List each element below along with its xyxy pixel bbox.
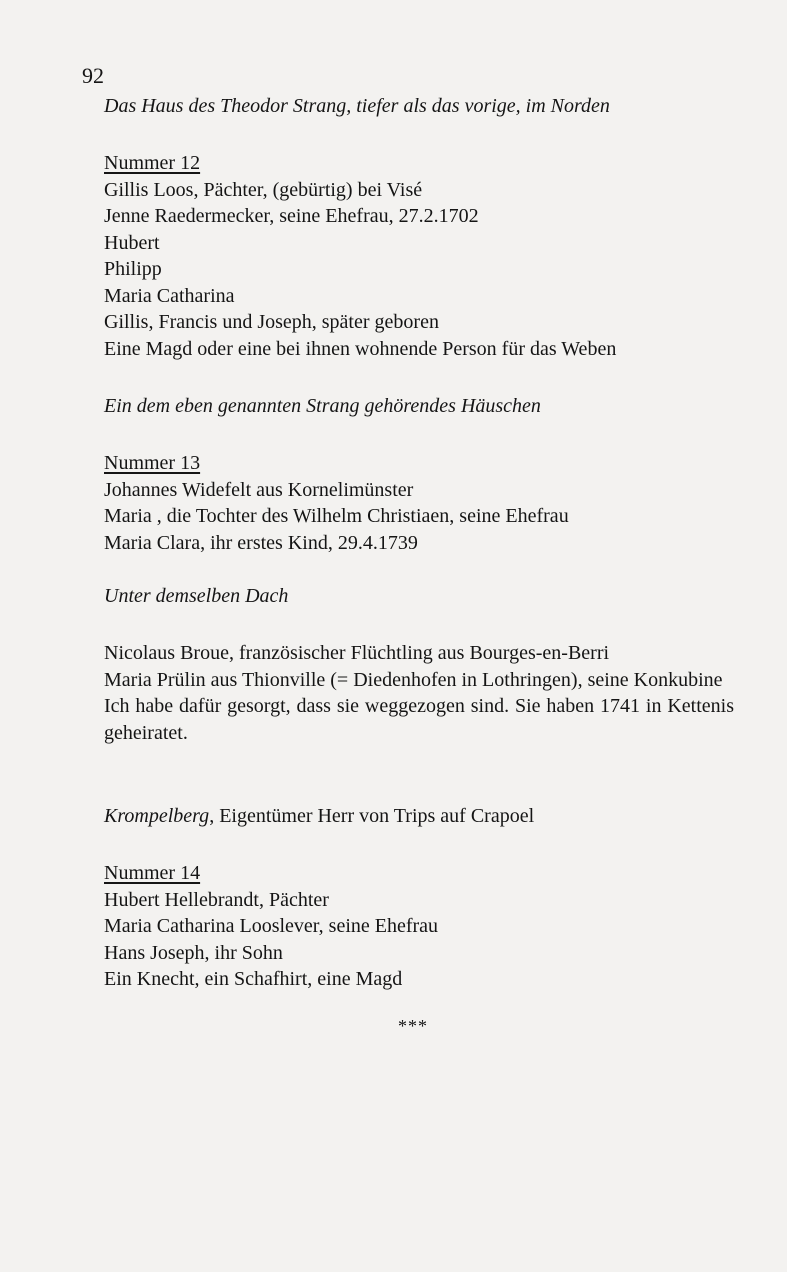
section-krompelberg <box>104 803 734 830</box>
entry-line: Maria Clara, ihr erstes Kind, 29.4.1739 <box>104 531 418 554</box>
entry-paragraph: Ich habe dafür gesorgt, dass sie weggezogen sind. Sie haben 1741 in Kettenis geheiratet. <box>104 695 734 744</box>
entry-line: Nicolaus Broue, französischer Flüchtling aus Bourges-en-Berri <box>104 642 610 664</box>
entry-line: Maria Catharina Looslever, seine Ehefrau <box>104 915 439 937</box>
section-heading-haeuschen <box>104 393 734 420</box>
entry-nummer-12 <box>104 150 734 362</box>
entry-line: Maria , die Tochter des Wilhelm Christiaen, seine Ehefrau <box>104 505 569 527</box>
krompelberg-name: Krompelberg <box>104 805 210 827</box>
heading-dach: Unter demselben Dach <box>104 585 289 607</box>
section-heading-house-strang <box>104 93 734 120</box>
page-number: 92 <box>82 63 104 88</box>
heading-haeuschen: Ein dem eben genannten Strang gehörendes Häuschen <box>104 395 541 417</box>
entry-line: Philipp <box>104 258 162 280</box>
entry-paragraph: Maria Prülin aus Thionville (= Diedenhofen in Lothringen), seine Konkubine <box>104 668 723 691</box>
section-separator: *** <box>398 1016 428 1036</box>
entry-line: Ein Knecht, ein Schafhirt, eine Magd <box>104 968 403 990</box>
krompelberg-line <box>104 803 734 830</box>
entry-title: Nummer 12 <box>104 152 201 174</box>
entry-line: Maria Catharina <box>104 284 235 307</box>
entry-line: Hubert Hellebrandt, Pächter <box>104 888 329 911</box>
entry-line: Eine Magd oder eine bei ihnen wohnende Person für das Weben <box>104 337 617 360</box>
entry-nummer-13 <box>104 450 734 556</box>
section-heading-dach <box>104 583 734 610</box>
krompelberg-owner: , Eigentümer Herr von Trips auf Crapoel <box>209 805 535 827</box>
entry-title: Nummer 13 <box>104 452 201 474</box>
entry-line: Hans Joseph, ihr Sohn <box>104 941 283 964</box>
entry-unter-dach <box>104 640 734 746</box>
entry-line: Jenne Raedermecker, seine Ehefrau, 27.2.1702 <box>104 205 479 227</box>
entry-nummer-14 <box>104 860 734 993</box>
entry-title: Nummer 14 <box>104 862 201 884</box>
entry-line: Gillis Loos, Pächter, (gebürtig) bei Visé <box>104 178 423 201</box>
entry-line: Gillis, Francis und Joseph, später geboren <box>104 311 439 333</box>
entry-line: Hubert <box>104 231 160 254</box>
heading-house-strang: Das Haus des Theodor Strang, tiefer als das vorige, im Norden <box>104 95 610 117</box>
entry-line: Johannes Widefelt aus Kornelimünster <box>104 478 414 501</box>
